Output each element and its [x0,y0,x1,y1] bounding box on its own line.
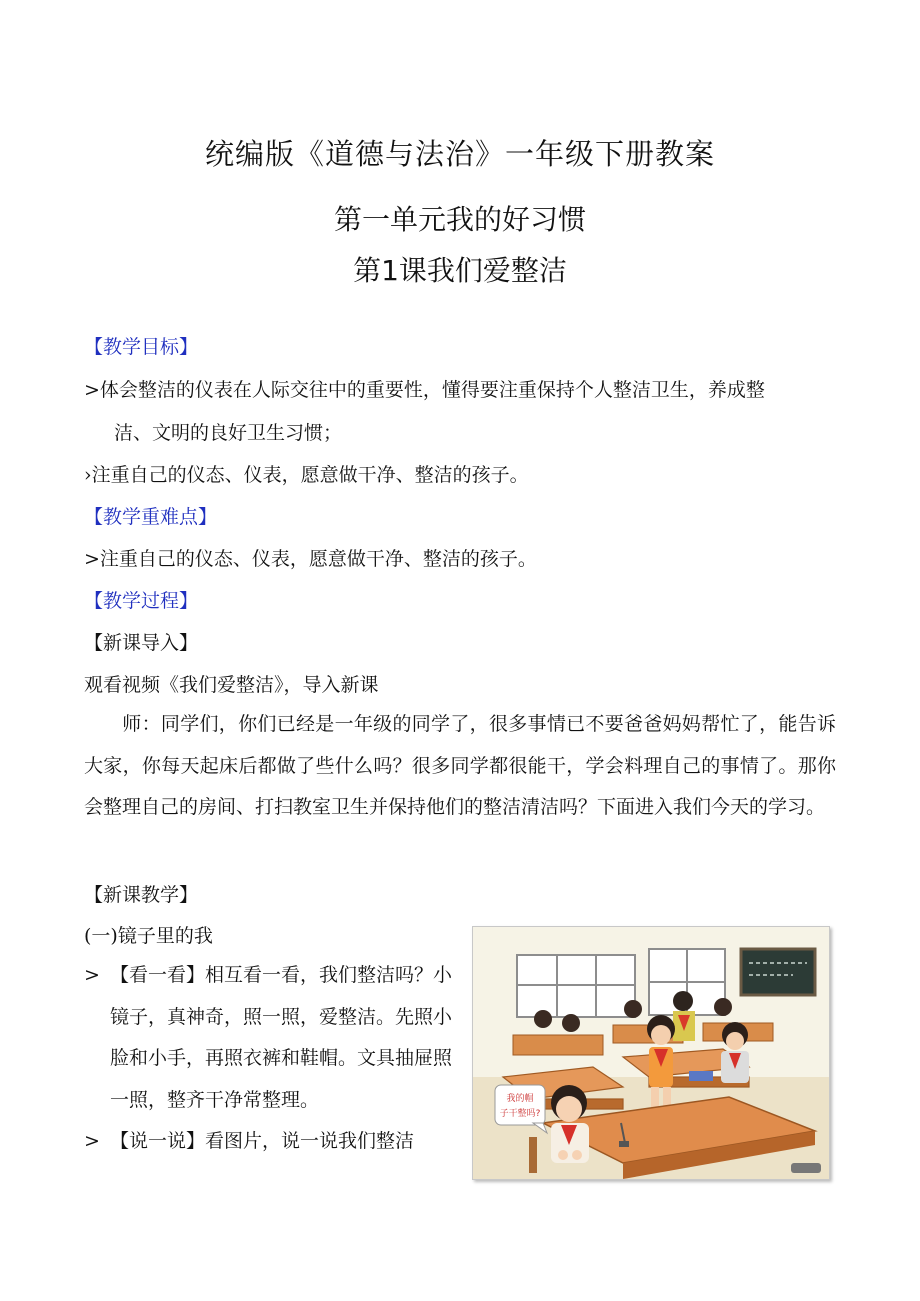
process-heading: 【教学过程】 [84,590,199,612]
goal-1-text: 体会整洁的仪表在人际交往中的重要性，懂得要注重保持个人整洁卫生，养成整 [99,379,765,401]
unit-title: 第一单元我的好习惯 [333,203,586,236]
goal-1-marker: > [84,379,100,401]
say-item [84,1121,464,1163]
keypoint-marker: > [84,548,100,570]
keypoint-item [84,544,537,571]
goal-2-marker: › [84,464,92,486]
keypoints-heading: 【教学重难点】 [84,506,218,528]
blackboard [741,949,815,995]
goal-2 [84,460,529,487]
classroom-windows [517,949,725,1017]
goal-1-line-2: 洁、文明的良好卫生习惯； [114,422,343,444]
speech-text-1: 我的帽 [506,1094,534,1104]
goal-2-text: 注重自己的仪态、仪表，愿意做干净、整洁的孩子。 [91,464,529,486]
look-text: 【看一看】相互看一看，我们整洁吗？小镜子，真神奇，照一照，爱整洁。先照小脸和小手，再照衣裤和鞋帽。文具抽屉照一照，整齐干净常整理。 [110,964,453,1111]
teaching-heading: 【新课教学】 [84,884,199,906]
look-item [84,955,464,1121]
say-marker: > [84,1130,100,1152]
front-girl [551,1085,589,1163]
keypoint-text: 注重自己的仪态、仪表，愿意做干净、整洁的孩子。 [99,548,537,570]
part-1-heading: (一)镜子里的我 [84,925,213,947]
intro-heading: 【新课导入】 [84,632,199,654]
goals-heading: 【教学目标】 [84,336,199,358]
say-text: 【说一说】看图片，说一说我们整洁 [110,1130,415,1152]
classroom-scene [473,927,829,1179]
speech-text-2: 子干整吗? [499,1109,541,1119]
teacher-paragraph [84,704,836,829]
lesson-title: 第1课我们爱整洁 [353,254,567,287]
document-title: 统编版《道德与法治》一年级下册教案 [204,137,715,171]
teacher-paragraph-text: 师：同学们，你们已经是一年级的同学了，很多事情已不要爸爸妈妈帮忙了，能告诉大家，你每天起床后都做了些什么吗？很多同学都很能干，学会料理自己的事情了。那你会整理自己的房间、打扫教室卫生并保持他们的整洁清洁吗？下面进入我们今天的学习。 [84,713,836,818]
classroom-illustration [472,926,830,1180]
look-marker: > [84,964,100,986]
intro-line: 观看视频《我们爱整洁》，导入新课 [84,674,379,696]
goal-1-line-1 [84,375,765,402]
